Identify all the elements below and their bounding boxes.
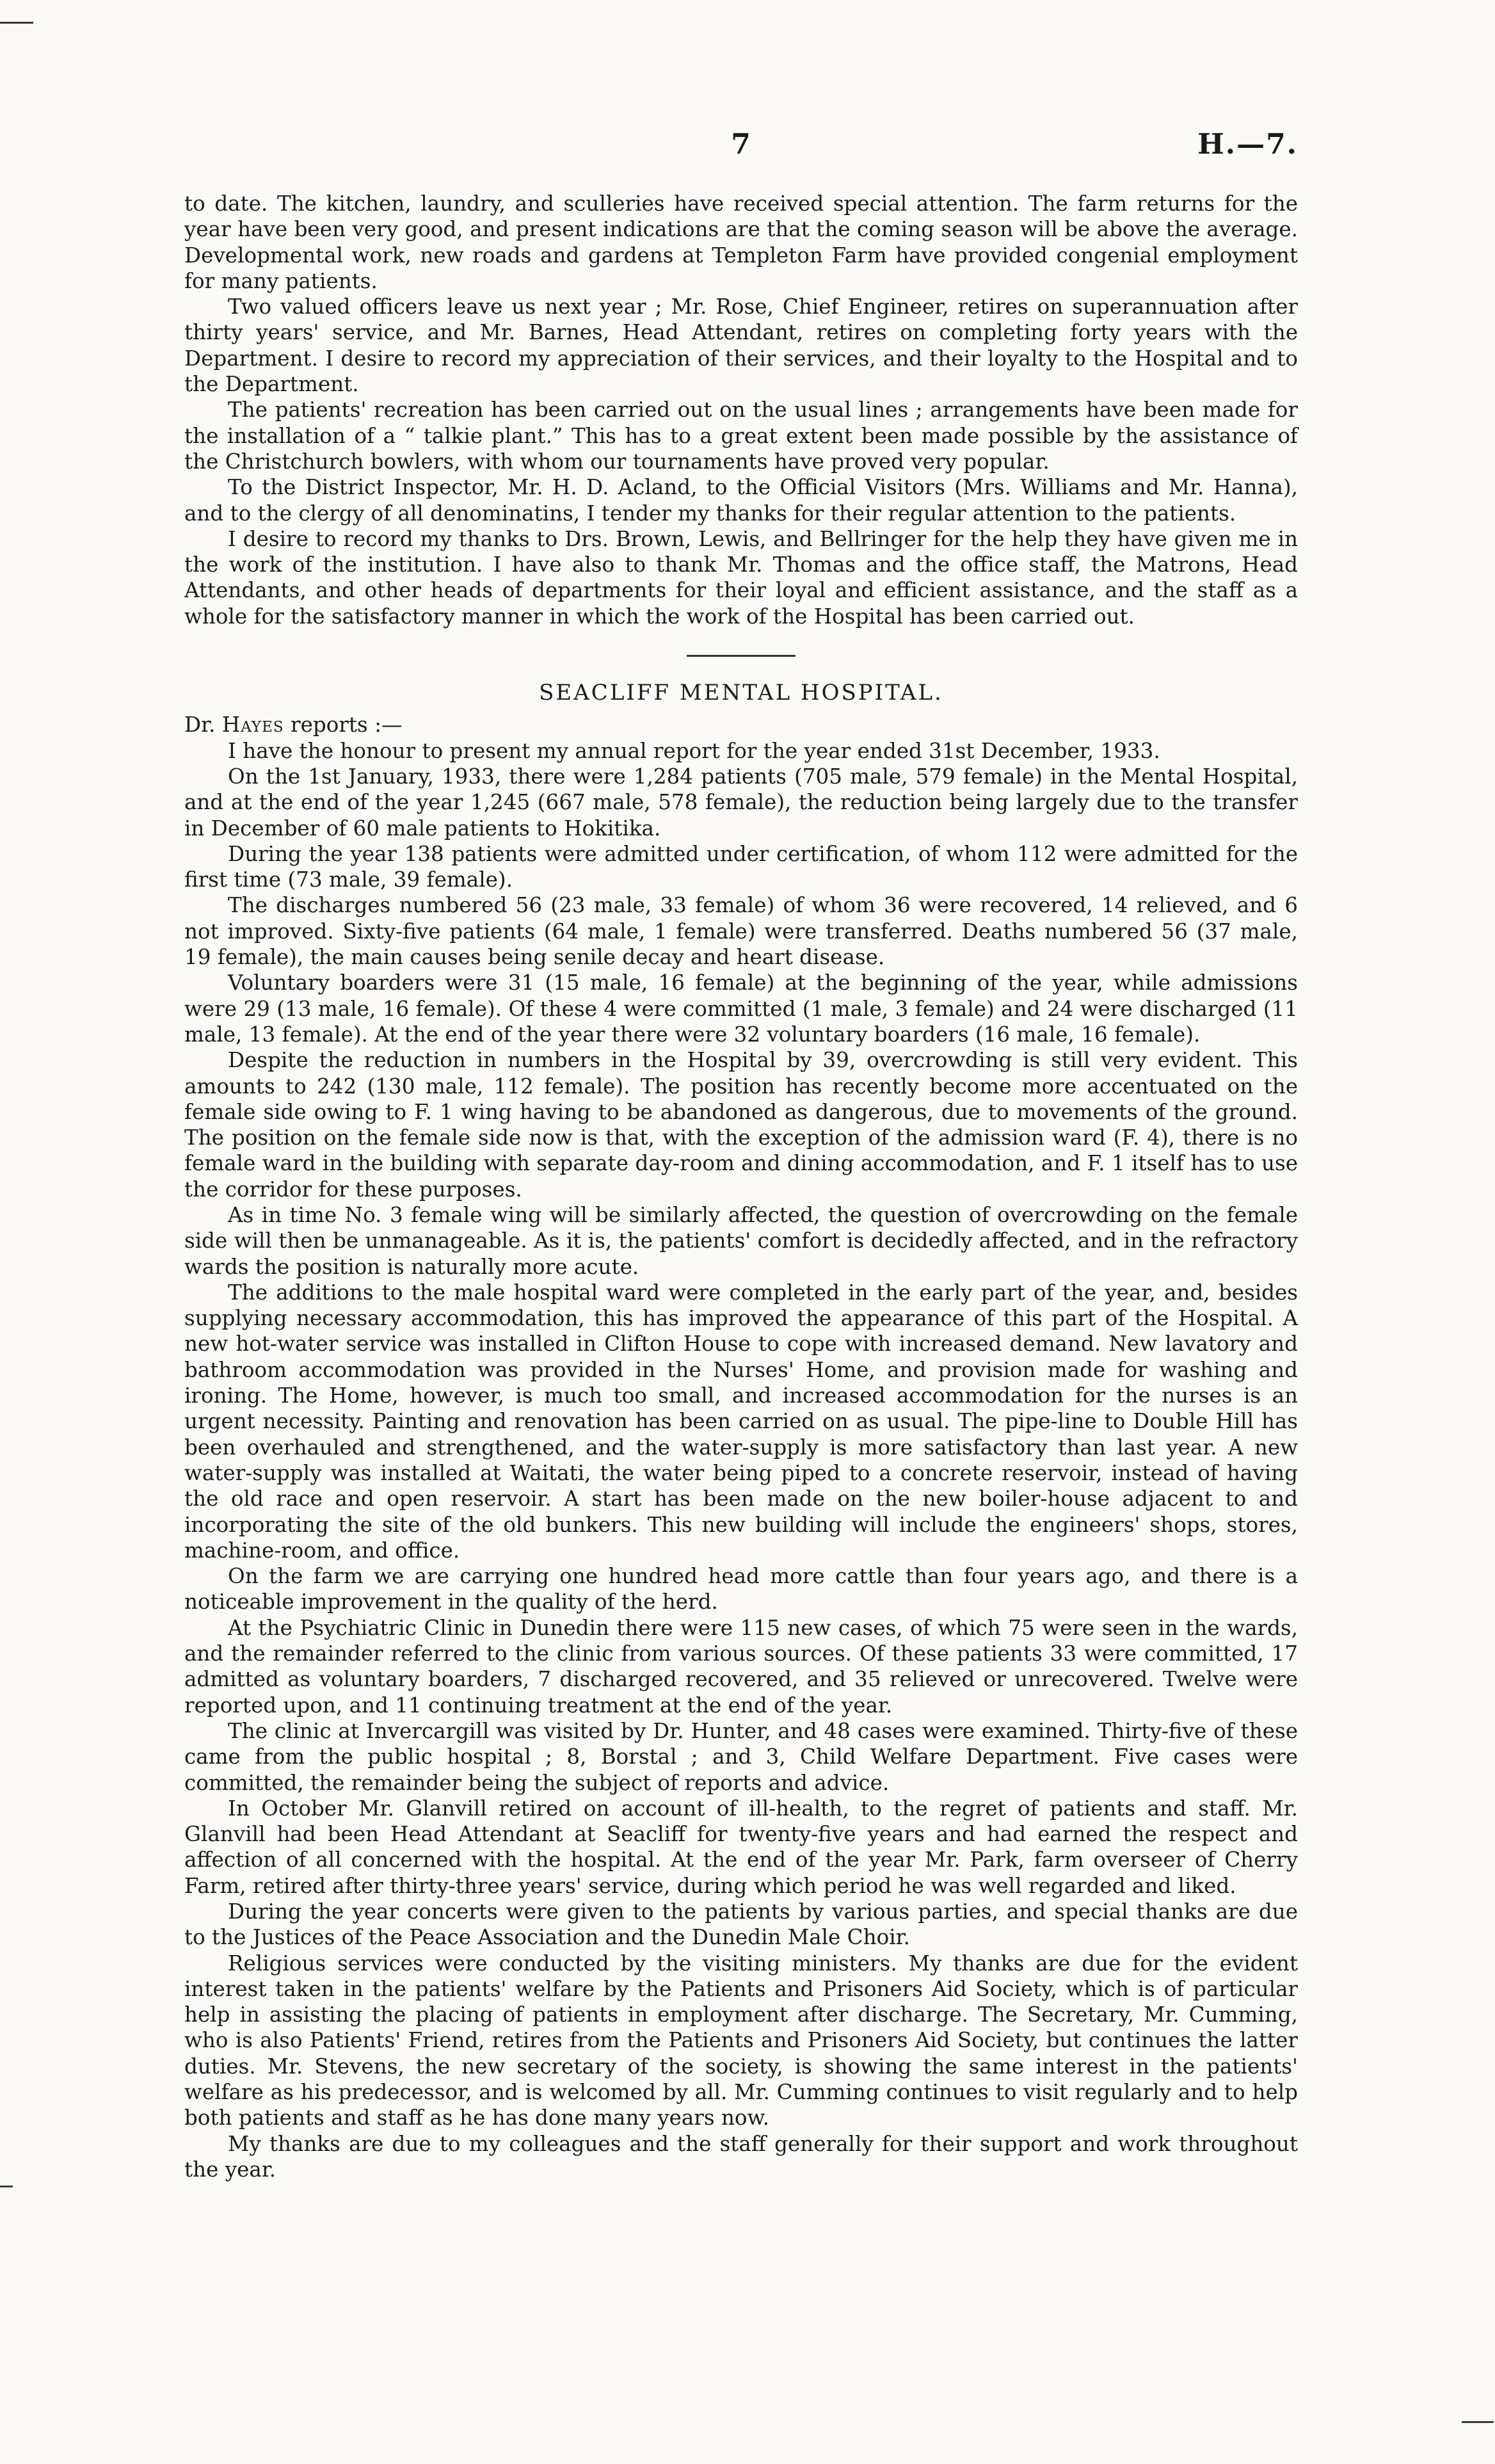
paragraph: On the 1st January, 1933, there were 1,284 patients (705 male, 579 female) in the Mental Hospital, and at the end of the year 1,245 (667 male, 578 female), the reduction being largely due to the transfer in December of 60 male patients to Hokitika. (184, 764, 1298, 841)
page-header (184, 128, 1298, 166)
paragraph: In October Mr. Glanvill retired on account of ill-health, to the regret of patients and staff. Mr. Glanvill had been Head Attendant at Seacliff for twenty-five years and had earned the respect and affection of all concerned with the hospital. At the end of the year Mr. Park, farm overseer of Cherry Farm, retired after thirty-three years' service, during which period he was well regarded and liked. (184, 1796, 1298, 1898)
section-title: SEACLIFF MENTAL HOSPITAL. (539, 680, 943, 706)
paragraph: to date. The kitchen, laundry, and sculleries have received special attention. The farm returns for the year have been very good, and present indications are that the coming season will be above the average. Developmental work, new roads and gardens at Templeton Farm have provided congenial employment for many patients. (184, 191, 1298, 293)
paragraph: My thanks are due to my colleagues and the staff generally for their support and work throughout the year. (184, 2131, 1298, 2182)
paragraph: To the District Inspector, Mr. H. D. Acland, to the Official Visitors (Mrs. Williams and Mr. Hanna), and to the clergy of all denominatins, I tender my thanks for their regular attention to the patients. (184, 475, 1298, 526)
page-number: 7 (731, 128, 751, 161)
paragraph: Religious services were conducted by the visiting ministers. My thanks are due for the evident interest taken in the patients' welfare by the Patients and Prisoners Aid Society, which is of particular help in assisting the placing of patients in employment after discharge. The Secretary, Mr. Cumming, who is also Patients' Friend, retires from the Patients and Prisoners Aid Society, but continues the latter duties. Mr. Stevens, the new secretary of the society, is showing the same interest in the patients' welfare as his predecessor, and is welcomed by all. Mr. Cumming continues to visit regularly and to help both patients and staff as he has done many years now. (184, 1951, 1298, 2130)
reporter-suffix: reports :— (284, 713, 403, 737)
reporter-line (184, 712, 1298, 737)
section-divider (687, 655, 795, 657)
paragraph: The additions to the male hospital ward were completed in the early part of the year, and, besides supplying necessary accommodation, this has improved the appearance of this part of the Hospital. A new hot-water service was installed in Clifton House to cope with increased demand. New lavatory and bathroom accommodation was provided in the Nurses' Home, and provision made for washing and ironing. The Home, however, is much too small, and increased accommodation for the nurses is an urgent necessity. Painting and renovation has been carried on as usual. The pipe-line to Double Hill has been overhauled and strengthened, and the water-supply is more satisfactory than last year. A new water-supply was installed at Waitati, the water being piped to a concrete reservoir, instead of having the old race and open reservoir. A start has been made on the new boiler-house adjacent to and incorporating the site of the old bunkers. This new building will include the engineers' shops, stores, machine-room, and office. (184, 1280, 1298, 1563)
paragraph: Two valued officers leave us next year ; Mr. Rose, Chief Engineer, retires on superannuation after thirty years' service, and Mr. Barnes, Head Attendant, retires on completing forty years with the Department. I desire to record my appreciation of their services, and their loyalty to the Hospital and to the Department. (184, 294, 1298, 397)
paragraph: Voluntary boarders were 31 (15 male, 16 female) at the beginning of the year, while admissions were 29 (13 male, 16 female). Of these 4 were committed (1 male, 3 female) and 24 were discharged (11 male, 13 female). At the end of the year there were 32 voluntary boarders (16 male, 16 female). (184, 970, 1298, 1047)
paragraph: During the year concerts were given to the patients by various parties, and special thanks are due to the Justices of the Peace Association and the Dunedin Male Choir. (184, 1899, 1298, 1950)
paragraph: At the Psychiatric Clinic in Dunedin there were 115 new cases, of which 75 were seen in the wards, and the remainder referred to the clinic from various sources. Of these patients 33 were committed, 17 admitted as voluntary boarders, 7 discharged recovered, and 35 relieved or unrecovered. Twelve were reported upon, and 11 continuing treatment at the end of the year. (184, 1615, 1298, 1718)
paragraph: The patients' recreation has been carried out on the usual lines ; arrangements have been made for the installation of a “ talkie plant.” This has to a great extent been made possible by the assistance of the Christchurch bowlers, with whom our tournaments have proved very popular. (184, 398, 1298, 474)
paragraph: During the year 138 patients were admitted under certification, of whom 112 were admitted for the first time (73 male, 39 female). (184, 841, 1298, 892)
paragraph: The discharges numbered 56 (23 male, 33 female) of whom 36 were recovered, 14 relieved, and 6 not improved. Sixty-five patients (64 male, 1 female) were transferred. Deaths numbered 56 (37 male, 19 female), the main causes being senile decay and heart disease. (184, 893, 1298, 970)
scan-edge-mark-top (0, 22, 33, 24)
reporter-prefix: Dr. (184, 713, 222, 737)
page-body (184, 191, 1298, 2182)
paragraph: I have the honour to present my annual report for the year ended 31st December, 1933. (228, 738, 1160, 763)
reporter-name: Hayes (221, 713, 284, 737)
paragraph: Despite the reduction in numbers in the Hospital by 39, overcrowding is still very evident. This amounts to 242 (130 male, 112 female). The position has recently become more accentuated on the female side owing to F. 1 wing having to be abandoned as dangerous, due to movements of the ground. The position on the female side now is that, with the exception of the admission ward (F. 4), there is no female ward in the building with separate day-room and dining accommodation, and F. 1 itself has to use the corridor for these purposes. (184, 1048, 1298, 1202)
paragraph: As in time No. 3 female wing will be similarly affected, the question of overcrowding on the female side will then be unmanageable. As it is, the patients' comfort is decidedly affected, and in the refractory wards the position is naturally more acute. (184, 1202, 1298, 1279)
document-reference: H.—7. (1197, 128, 1298, 161)
scan-edge-mark-right (1462, 2421, 1494, 2423)
paragraph: The clinic at Invercargill was visited by Dr. Hunter, and 48 cases were examined. Thirty-five of these came from the public hospital ; 8, Borstal ; and 3, Child Welfare Department. Five cases were committed, the remainder being the subject of reports and advice. (184, 1718, 1298, 1795)
paragraph: I desire to record my thanks to Drs. Brown, Lewis, and Bellringer for the help they have given me in the work of the institution. I have also to thank Mr. Thomas and the office staff, the Matrons, Head Attendants, and other heads of departments for their loyal and efficient assistance, and the staff as a whole for the satisfactory manner in which the work of the Hospital has been carried out. (184, 526, 1298, 629)
paragraph: On the farm we are carrying one hundred head more cattle than four years ago, and there is a noticeable improvement in the quality of the herd. (184, 1564, 1298, 1614)
scan-edge-mark-left (0, 2186, 13, 2187)
